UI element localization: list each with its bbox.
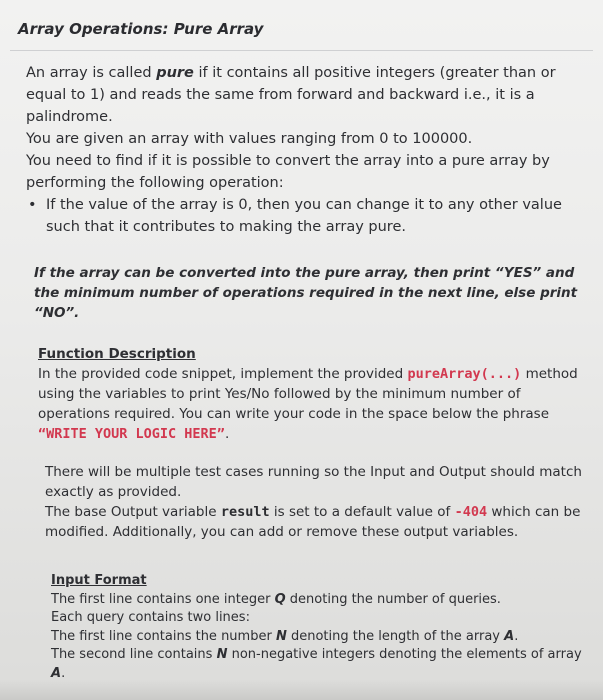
description-text: An array is called — [26, 65, 157, 81]
input-line-query-structure: Each query contains two lines: — [51, 610, 250, 625]
task-text: You need to find if it is possible to convert the array into a pure array by performing the following operation: — [26, 153, 550, 191]
page-title: Array Operations: Pure Array — [18, 20, 264, 38]
description-text: if it contains all positive integers (greater than or equal to 1) and reads the same from forward and backward i.e., it is a palindrome. — [26, 65, 556, 125]
output-requirement-note: If the array can be converted into the pure array, then print “YES” and the minimum number of operations required in the next line, else print “NO”. — [34, 265, 578, 321]
default-value-code: -404 — [454, 504, 488, 520]
function-name-code: pureArray(...) — [407, 366, 522, 382]
input-line-queries: The first line contains one integer Q denoting the number of queries. — [51, 591, 501, 607]
logic-phrase-code: “WRITE YOUR LOGIC HERE” — [38, 426, 225, 442]
title-divider — [10, 50, 593, 51]
input-line-elements: The second line contains N non-negative integers denoting the elements of array A. — [51, 647, 582, 681]
output-variable-text: The base Output variable result is set to a default value of -404 which can be modified. Additionally, you can add or remove these output variables. — [45, 504, 581, 540]
pure-term: pure — [156, 65, 194, 81]
test-cases-text: There will be multiple test cases running so the Input and Output should match exactly as provided. — [45, 464, 582, 500]
result-variable-code: result — [220, 504, 270, 520]
description-paragraph — [26, 62, 596, 128]
function-description-heading: Function Description — [38, 346, 196, 362]
input-format-heading: Input Format — [51, 573, 147, 588]
value-range-text: You are given an array with values ranging from 0 to 100000. — [26, 131, 473, 147]
function-description-section — [38, 344, 578, 444]
input-line-length: The first line contains the number N denoting the length of the array A. — [51, 628, 519, 644]
operation-bullet: • If the value of the array is 0, then you can change it to any other value such that it contributes to making the array pure. — [26, 194, 596, 238]
problem-description — [26, 62, 596, 238]
function-description-text: In the provided code snippet, implement the provided pureArray(...) method using the variables to print Yes/No followed by the minimum number of operations required. You can write your code in the space below the phrase “WRITE YOUR LOGIC HERE”. — [38, 366, 578, 442]
input-format-section — [51, 572, 591, 683]
test-cases-section — [45, 462, 585, 542]
bottom-shadow — [0, 680, 603, 700]
